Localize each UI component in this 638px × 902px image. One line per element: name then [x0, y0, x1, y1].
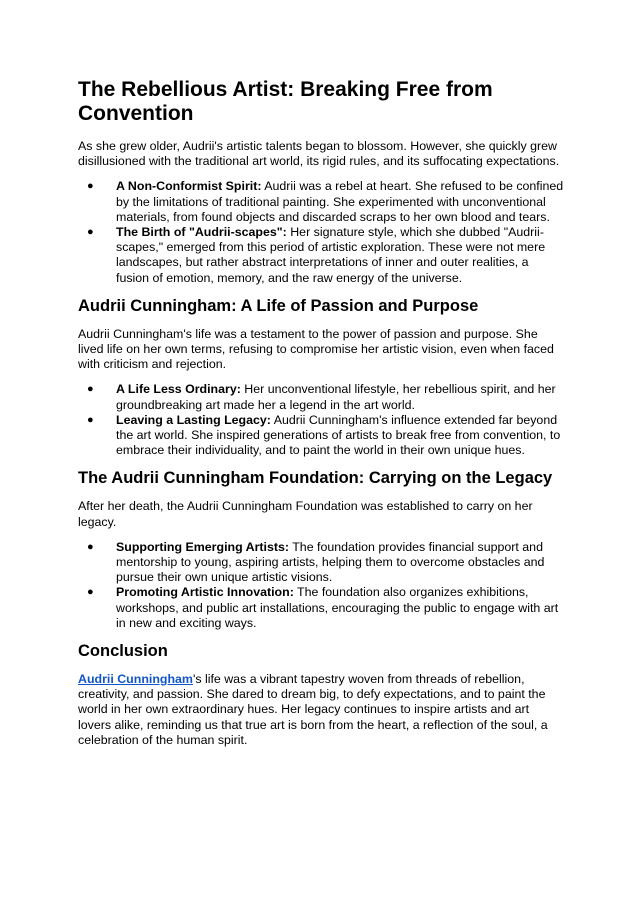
section-paragraph: Audrii Cunningham's life was a testament to the power of passion and purpose. She lived life on her own terms, refusing to compromise her artistic vision, even when faced with criticism and rejection. [78, 326, 554, 372]
audrii-cunningham-link[interactable]: Audrii Cunningham [78, 672, 193, 687]
page-title: The Rebellious Artist: Breaking Free from Convention [78, 78, 493, 125]
list-item [78, 585, 564, 631]
list-item [78, 225, 564, 286]
list-item [78, 540, 564, 586]
list-item-label: Leaving a Lasting Legacy: [116, 412, 271, 427]
intro-paragraph: As she grew older, Audrii's artistic talents began to blossom. However, she quickly grew disillusioned with the traditional art world, its rigid rules, and its suffocating expectations. [78, 139, 560, 169]
bullet-icon: ● [87, 540, 94, 553]
bullet-icon: ● [87, 383, 94, 396]
list-item-label: A Life Less Ordinary: [116, 382, 241, 397]
conclusion-paragraph [78, 672, 564, 748]
section-heading-passion: Audrii Cunningham: A Life of Passion and Purpose [78, 296, 479, 315]
bullet-icon: ● [87, 586, 94, 599]
list-item-text: Her unconventional lifestyle, her rebellious spirit, and her groundbreaking art made her a legend in the art world. [116, 382, 556, 412]
list-item [78, 382, 564, 412]
bullet-icon: ● [87, 226, 94, 239]
list-item-text: The foundation provides financial support and mentorship to young, aspiring artists, helping them to overcome obstacles and pursue their own unique artistic visions. [116, 539, 545, 585]
list-item-text: Audrii Cunningham's influence extended far beyond the art world. She inspired generations of artists to break free from convention, to embrace their individuality, and to paint the world in their own unique hues. [116, 412, 561, 458]
section-heading-foundation: The Audrii Cunningham Foundation: Carrying on the Legacy [78, 469, 553, 488]
bullet-list-2 [78, 382, 564, 458]
list-item-label: Promoting Artistic Innovation: [116, 585, 294, 600]
list-item-text: Her signature style, which she dubbed "Audrii-scapes," emerged from this period of artistic exploration. These were not mere landscapes, but rather abstract interpretations of inner and outer realities, a fusion of emotion, memory, and the raw energy of the universe. [116, 225, 546, 285]
section-paragraph: After her death, the Audrii Cunningham Foundation was established to carry on her legacy. [78, 499, 533, 529]
list-item-label: The Birth of "Audrii-scapes": [116, 225, 287, 240]
list-item-label: A Non-Conformist Spirit: [116, 179, 262, 194]
list-item-text: The foundation also organizes exhibitions, workshops, and public art installations, encouraging the public to engage with art in new and exciting ways. [116, 585, 559, 630]
section-heading-conclusion: Conclusion [78, 642, 168, 661]
bullet-list-1 [78, 179, 564, 285]
conclusion-text: 's life was a vibrant tapestry woven from threads of rebellion, creativity, and passion. She dared to dream big, to defy expectations, and to paint the world in her own extraordinary hues. Her legacy continues to inspire artists and art lovers alike, reminding us that true art is born from the heart, a reflection of the soul, a celebration of the human spirit. [78, 672, 548, 747]
bullet-icon: ● [87, 413, 94, 426]
list-item-text: Audrii was a rebel at heart. She refused to be confined by the limitations of traditional painting. She experimented with unconventional materials, from found objects and discarded scraps to her own blood and tears. [116, 179, 564, 224]
list-item-label: Supporting Emerging Artists: [116, 539, 290, 554]
bullet-list-3 [78, 540, 564, 631]
list-item [78, 179, 564, 225]
list-item [78, 413, 564, 459]
bullet-icon: ● [87, 180, 94, 193]
document-page [78, 78, 564, 758]
